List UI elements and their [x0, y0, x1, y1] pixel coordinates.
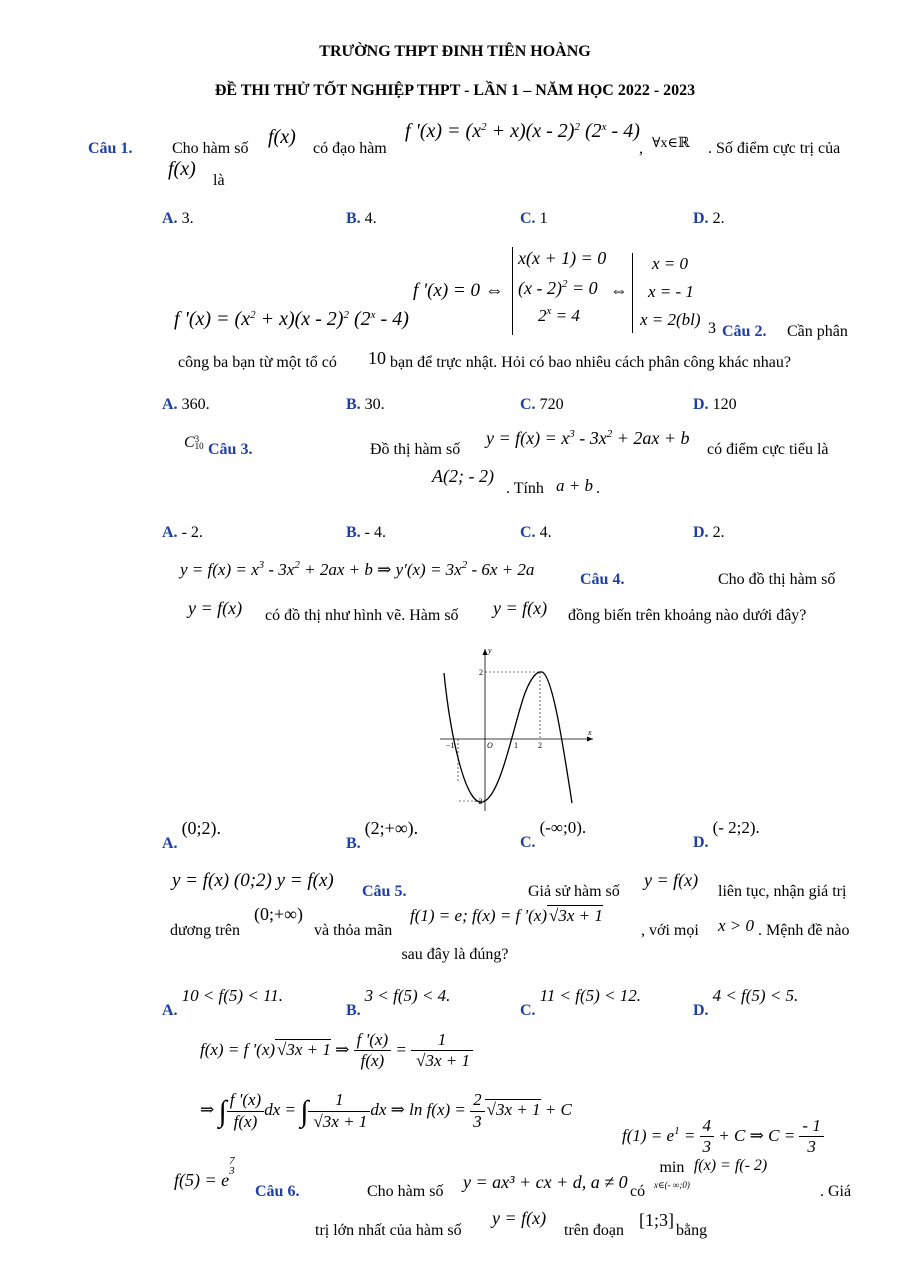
q3-point: A(2; - 2) — [432, 466, 494, 486]
q1-fx: f(x) — [268, 126, 296, 148]
q3-text-3: . Tính — [506, 480, 544, 497]
q1-sys1-line1: x(x + 1) = 0 — [518, 248, 607, 268]
q5-option-d[interactable]: D. 4 < f(5) < 5. — [693, 986, 799, 1019]
q1-sol-derivative: f '$(x) = (x^2 + x)(x - 2)^2$ (2$^x$ - 4) — [174, 308, 409, 330]
q4-option-d[interactable]: D. (- 2;2). — [693, 818, 760, 851]
q1-text-4: là — [213, 172, 225, 189]
q1-option-a[interactable]: A. 3. — [162, 210, 194, 227]
x-tick-2: 2 — [538, 741, 542, 750]
q2-n: 10 — [368, 348, 386, 368]
q3-text-2: có điểm cực tiểu là — [707, 441, 829, 458]
q6-text-2: có — [630, 1183, 646, 1200]
q3-text-1: Đồ thị hàm số — [370, 441, 461, 458]
origin-label: O — [487, 741, 493, 750]
q6-yf: y = f(x) — [492, 1208, 547, 1228]
q1-comma: , — [639, 140, 643, 157]
q1-sys1-line3: 2$^x$ = 4 — [538, 305, 580, 325]
q5-text-7: sau đây là đúng? — [401, 946, 509, 963]
q5-interval: (0;+∞) — [254, 904, 303, 924]
q2-text-3: bạn để trực nhật. Hỏi có bao nhiêu cách phân công khác nhau? — [390, 354, 791, 371]
q6-text-6: bằng — [676, 1222, 708, 1239]
exam-title: ĐỀ THI THỬ TỐT NGHIỆP THPT - LẦN 1 – NĂM HỌC 2022 - 2023 — [214, 82, 696, 99]
q1-sys2-line3: x = 2(bl) — [640, 310, 701, 329]
x-tick-neg1: −1 — [446, 741, 455, 750]
q2-text-1: Cần phân — [787, 323, 848, 340]
q1-text-2: có đạo hàm — [313, 140, 387, 157]
x-axis-label: x — [588, 728, 592, 737]
q6-text-3: . Giá — [820, 1183, 852, 1200]
q1-sys2-line1: x = 0 — [652, 254, 689, 273]
cubic-curve — [444, 672, 572, 803]
q3-option-a[interactable]: A. - 2. — [162, 524, 203, 541]
q4-label: Câu 4. — [580, 571, 625, 588]
q5-option-c[interactable]: C. 11 < f(5) < 12. — [520, 986, 642, 1019]
q2-option-a[interactable]: A. 360. — [162, 396, 210, 413]
q1-system-brace — [512, 247, 513, 335]
q5-condition: f(1) = e; f(x) = f '(x) √3x + 1 — [410, 906, 603, 925]
x-axis-arrow — [587, 737, 593, 742]
q1-forall: ∀x∈ℝ — [652, 136, 690, 151]
q3-sol-derivative: $y = f(x) = x^3 - 3x^2 + 2ax + b$ ⇒ $y'(x) = 3x^2 - 6x + 2a$ — [180, 559, 535, 579]
q5-text-1: Giả sử hàm số — [528, 883, 620, 900]
q5-sol-line1: f(x) = f '(x) √3x + 1 ⇒ $\frac{f '(x)}{f(x)}$ = $\frac{1}{√3x + 1}$ — [200, 1030, 473, 1072]
y-tick-neg2: −2 — [474, 797, 483, 806]
y-axis-label: y — [488, 646, 492, 655]
q5-text-6: . Mệnh đề nào — [758, 922, 850, 939]
y-axis-arrow — [483, 649, 488, 655]
q1-union-bracket — [632, 253, 633, 333]
q1-sys2-line2: x = - 1 — [648, 282, 694, 301]
q3-label: Câu 3. — [208, 441, 253, 458]
q6-text-5: trên đoạn — [564, 1222, 624, 1239]
q4-option-a[interactable]: A. (0;2). — [162, 818, 222, 852]
q1-sol-eq: f '(x) = 0 ⇔ — [413, 280, 504, 301]
q5-option-a[interactable]: A. 10 < f(5) < 11. — [162, 986, 284, 1019]
q4-option-b[interactable]: B. (2;+∞). — [346, 818, 419, 852]
q5-yf: y = f(x) — [644, 870, 699, 890]
q3-period: . — [596, 480, 600, 497]
q4-text-2: có đồ thị như hình vẽ. Hàm số — [265, 607, 459, 624]
q3-ab: a + b — [556, 476, 593, 495]
q6-min-expr: min x∈(- ∞;0) f(x) = f(- 2) — [654, 1157, 768, 1190]
q6-segment: [1;3] — [639, 1210, 674, 1230]
q5-text-3: dương trên — [170, 922, 241, 939]
q1-sys1-line2: (x - 2)$^2$ = 0 — [518, 278, 598, 298]
q5-sol-result: f(5) = e7 3 — [174, 1154, 235, 1190]
q5-text-2: liên tục, nhận giá trị — [718, 883, 847, 900]
q3-option-b[interactable]: B. - 4. — [346, 524, 386, 541]
q5-text-5: , với mọi — [641, 922, 699, 939]
q1-option-c[interactable]: C. 1 — [520, 210, 548, 227]
q6-text-4: trị lớn nhất của hàm số — [315, 1222, 462, 1239]
q6-function: y = ax³ + cx + d, a ≠ 0 — [463, 1172, 628, 1192]
q5-text-4: và thỏa mãn — [314, 922, 393, 939]
q2-sol-combination: C3 10 — [184, 434, 204, 452]
q1-fx-2: f(x) — [168, 158, 196, 180]
school-name: TRƯỜNG THPT ĐINH TIÊN HOÀNG — [319, 43, 591, 60]
q1-sol-iff: ⇔ — [610, 280, 628, 300]
q2-option-c[interactable]: C. 720 — [520, 396, 564, 413]
q6-label: Câu 6. — [255, 1183, 300, 1200]
q4-text-3: đồng biến trên khoảng nào dưới đây? — [568, 607, 807, 624]
q4-sol: y = f(x) (0;2) y = f(x) — [172, 870, 334, 891]
q4-yf-2: y = f(x) — [493, 598, 548, 618]
q3-option-c[interactable]: C. 4. — [520, 524, 552, 541]
q1-sol-count: 3 — [708, 320, 716, 337]
q1-text-1: Cho hàm số — [172, 140, 249, 157]
q2-option-d[interactable]: D. 120 — [693, 396, 737, 413]
q6-text-1: Cho hàm số — [367, 1183, 444, 1200]
q5-sol-line3: $f(1) = e^1$ = $\frac{4}{3}$ + C ⇒ C = $\frac{- 1}{3}$ — [622, 1116, 824, 1158]
q4-option-c[interactable]: C. (-∞;0). — [520, 818, 587, 851]
y-tick-2: 2 — [479, 668, 483, 677]
q4-text-1: Cho đồ thị hàm số — [718, 571, 836, 588]
x-tick-1: 1 — [514, 741, 518, 750]
q1-option-b[interactable]: B. 4. — [346, 210, 377, 227]
q1-label: Câu 1. — [88, 140, 133, 157]
q1-derivative: f '$(x) = (x^2 + x)(x - 2)^2$ (2$^x$ - 4) — [405, 120, 640, 142]
q5-label: Câu 5. — [362, 883, 407, 900]
q1-text-3: . Số điểm cực trị của — [708, 140, 841, 157]
q3-function: $y = f(x) = x^3 - 3x^2 + 2ax + b$ — [486, 428, 690, 448]
q4-graph — [430, 643, 600, 813]
q5-option-b[interactable]: B. 3 < f(5) < 4. — [346, 986, 451, 1019]
q2-text-2: công ba bạn từ một tổ có — [178, 354, 337, 371]
q2-label: Câu 2. — [722, 323, 767, 340]
q5-xcond: x > 0 — [718, 916, 755, 935]
q4-yf: y = f(x) — [188, 598, 243, 618]
q5-sol-line2: ⇒ ∫ $\frac{f '(x)}{f(x)}$ dx = ∫ $\frac{1}{√3x + 1}$ dx ⇒ ln f(x) = $\frac{2}{3}$ √3x + 1 + C — [200, 1090, 572, 1131]
q1-option-d[interactable]: D. 2. — [693, 210, 725, 227]
q2-option-b[interactable]: B. 30. — [346, 396, 385, 413]
q3-option-d[interactable]: D. 2. — [693, 524, 725, 541]
